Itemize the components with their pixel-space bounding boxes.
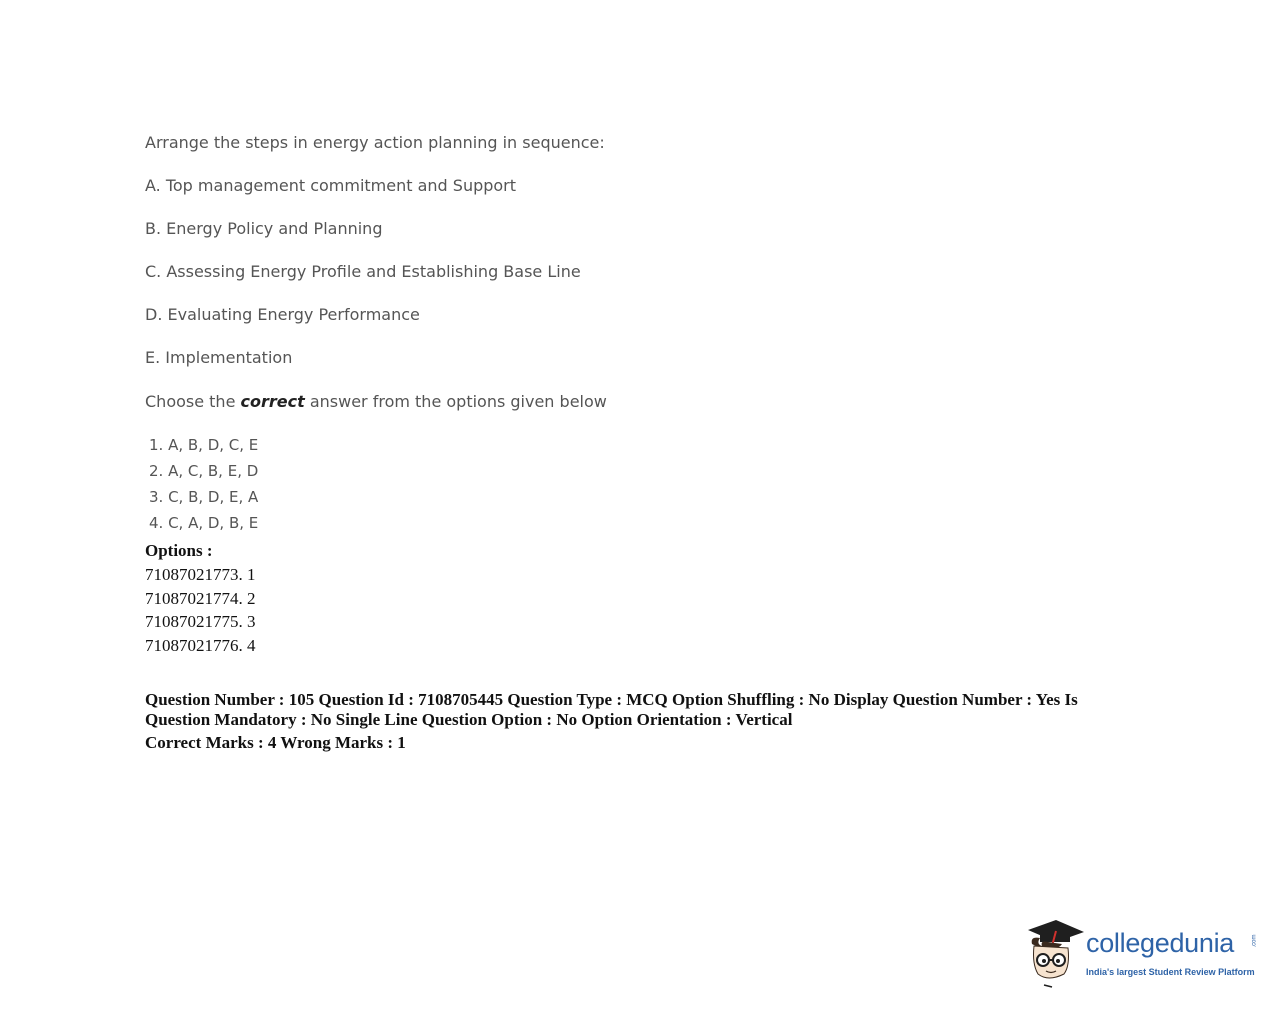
step-item: E. Implementation	[145, 348, 293, 367]
question-stem: Arrange the steps in energy action planning in sequence:	[145, 133, 605, 152]
answer-choice: 3. C, B, D, E, A	[149, 488, 259, 506]
instruction	[145, 392, 607, 411]
brand-name: collegedunia	[1086, 928, 1235, 958]
brand-tagline: India's largest Student Review Platform	[1086, 967, 1255, 977]
instruction-after: answer from the options given below	[304, 392, 607, 411]
mascot-icon	[1022, 916, 1086, 991]
step-item: D. Evaluating Energy Performance	[145, 305, 420, 324]
option-item: 71087021775. 3	[145, 612, 256, 631]
answer-choice: 2. A, C, B, E, D	[149, 462, 259, 480]
option-item: 71087021773. 1	[145, 565, 256, 584]
step-item: C. Assessing Energy Profile and Establishing Base Line	[145, 262, 581, 281]
step-item: B. Energy Policy and Planning	[145, 219, 383, 238]
answer-choice: 4. C, A, D, B, E	[149, 514, 259, 532]
instruction-emphasis: correct	[240, 392, 305, 411]
option-item: 71087021776. 4	[145, 636, 256, 655]
question-meta: Question Number : 105 Question Id : 7108705445 Question Type : MCQ Option Shuffling : No Display Question Number : Yes Is Question Mandatory : No Single Line Question Option : No Option Orientation : Vertical	[145, 690, 1078, 729]
collegedunia-logo	[1022, 916, 1262, 991]
question-marks: Correct Marks : 4 Wrong Marks : 1	[145, 733, 406, 752]
options-heading: Options :	[145, 541, 213, 560]
option-item: 71087021774. 2	[145, 589, 256, 608]
step-item: A. Top management commitment and Support	[145, 176, 517, 195]
brand-suffix: .com	[1251, 934, 1258, 948]
instruction-before: Choose the	[145, 392, 241, 411]
answer-choice: 1. A, B, D, C, E	[149, 436, 259, 454]
